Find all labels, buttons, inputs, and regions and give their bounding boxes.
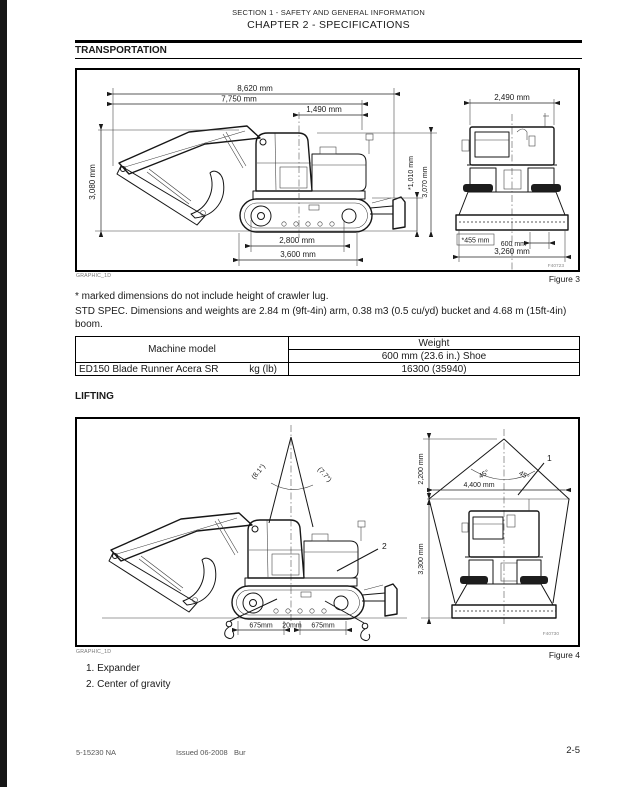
- spec-table: [75, 336, 580, 376]
- dim-transport-length: 7,750 mm: [221, 94, 257, 104]
- dim-center-offset: 20mm: [282, 622, 302, 630]
- dim-attachment-height: 3,080 mm: [88, 164, 97, 200]
- lift-sling-side: [250, 425, 333, 624]
- footer-doc-number: 5-15230 NA: [76, 748, 117, 757]
- dim-hook-offset-right: 675mm: [311, 622, 335, 630]
- dim-hook-offset-left: 675mm: [249, 622, 273, 630]
- footer-revision: Bur: [234, 748, 246, 757]
- figure4-box: [75, 417, 580, 647]
- spec-table-wrap: [75, 336, 580, 376]
- note-std-spec: STD SPEC. Dimensions and weights are 2.84 m (9ft-4in) arm, 0.38 m3 (0.5 cu/yd) bucket and 4.68 m (15ft-4in) boom.: [75, 306, 567, 330]
- dim-crawler-length: 3,600 mm: [280, 250, 316, 259]
- shoe-subheader: 600 mm (23.6 in.) Shoe: [289, 350, 580, 363]
- weight-value-cell: 16300 (35940): [289, 363, 580, 376]
- dim-overall-length: 8,620 mm: [237, 84, 273, 93]
- dim-sling-angle-left: 45°: [477, 469, 491, 481]
- dim-machine-height: 3,300 mm: [418, 543, 425, 575]
- dim-crawler-width: 3,260 mm: [494, 247, 530, 256]
- callout-expander: 1: [547, 453, 552, 463]
- dim-sling-angle-right: 45°: [517, 470, 531, 482]
- figure3-code: F40723: [547, 264, 564, 269]
- callout-center-of-gravity: 2: [382, 541, 387, 551]
- figure4-caption: Figure 4: [548, 650, 580, 660]
- dim-upper-rear-length: 1,490 mm: [306, 105, 342, 114]
- figure3-graphic-label: GRAPHIC_1D: [76, 273, 112, 279]
- scan-edge-bar: [0, 0, 7, 787]
- figure4-bottom-dimensions: [238, 621, 346, 635]
- figure3-caption: Figure 3: [548, 274, 580, 284]
- model-name: ED150 Blade Runner Acera SR: [79, 363, 219, 375]
- dim-angle-right: (7.7°): [315, 466, 333, 484]
- transportation-heading: TRANSPORTATION: [75, 45, 582, 59]
- figure3-rear-dimensions: [457, 93, 565, 269]
- figure4-code: F40730: [542, 632, 559, 637]
- page-header: [75, 8, 582, 31]
- figure4-graphic-label: GRAPHIC_1D: [76, 649, 112, 655]
- model-cell: [76, 363, 289, 376]
- note-asterisk: * marked dimensions do not include height of crawler lug.: [75, 291, 329, 302]
- figure4-rear-dimensions: [418, 439, 565, 618]
- lift-sling-rear: [427, 429, 570, 624]
- figure3-diagram: [77, 70, 578, 270]
- dim-sling-spread: 4,400 mm: [463, 482, 495, 489]
- figure3-box: [75, 68, 580, 272]
- header-rule: [75, 40, 582, 43]
- excavator-side-view: [109, 513, 397, 619]
- model-unit: kg (lb): [249, 363, 277, 375]
- section-title: SECTION 1 - SAFETY AND GENERAL INFORMATION: [232, 8, 425, 17]
- chapter-title: CHAPTER 2 - SPECIFICATIONS: [247, 19, 410, 31]
- figure4-diagram: [77, 419, 578, 645]
- dim-lug-height: *455 mm: [461, 237, 490, 245]
- dim-blade-height: *1,010 mm: [408, 156, 415, 190]
- dim-overall-width: 2,490 mm: [494, 93, 530, 102]
- dim-shoe-width: 600 mm: [500, 241, 526, 248]
- figure3-dimensions: [88, 84, 437, 266]
- legend-item-expander: 1. Expander: [86, 663, 140, 674]
- weight-header: Weight: [289, 337, 580, 350]
- dim-tumbler-distance: 2,800 mm: [279, 236, 315, 245]
- footer-issued: Issued 06-2008: [176, 748, 228, 757]
- excavator-side-view: [117, 126, 405, 232]
- dim-overall-height: 3,070 mm: [422, 166, 429, 198]
- machine-model-header: Machine model: [76, 337, 289, 363]
- dim-angle-left: (8.1°): [250, 463, 268, 481]
- dim-sling-height: 2,200 mm: [418, 453, 425, 485]
- footer-page-number: 2-5: [566, 745, 580, 756]
- legend-item-center-of-gravity: 2. Center of gravity: [86, 679, 171, 690]
- lifting-heading: LIFTING: [75, 391, 114, 402]
